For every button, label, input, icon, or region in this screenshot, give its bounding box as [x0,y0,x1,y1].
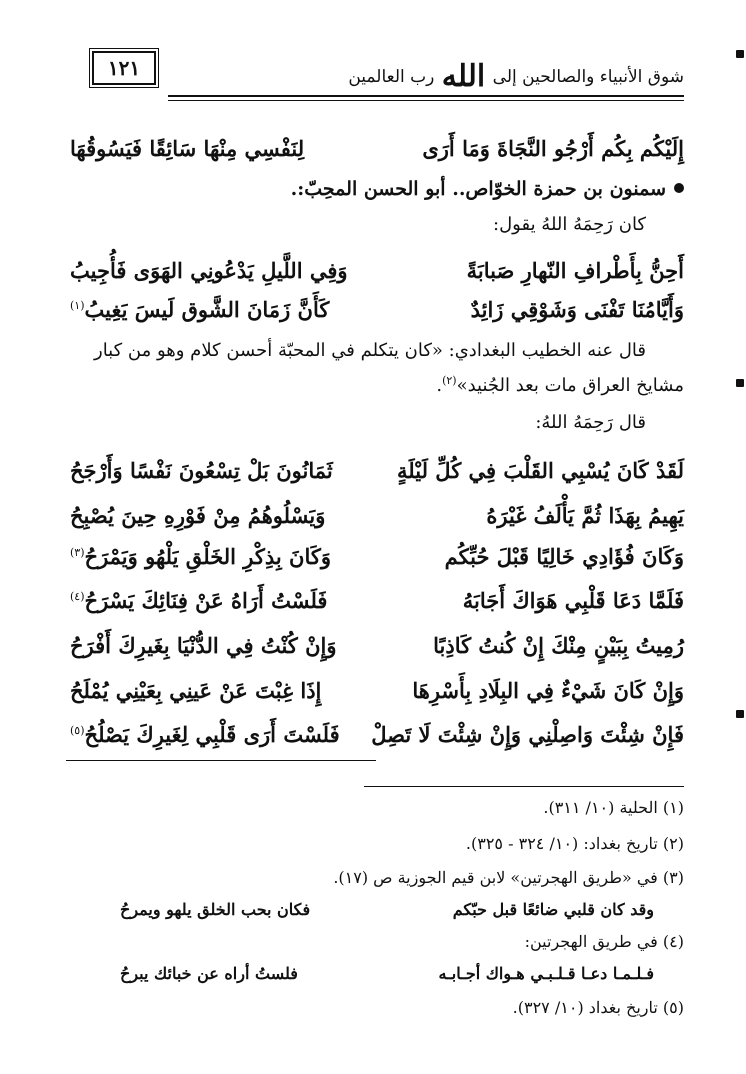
verse-left-hemistich: وَيَسْلُوهُمُ مِنْ فَوْرِهِ حِينَ يُصْبِحُ [70,503,326,528]
poem-verse [70,503,684,528]
verse-right-hemistich: فَإِنْ شِئْتَ وَاصِلْنِي وَإِنْ شِئْتَ لَا تَصِلْ [371,722,684,747]
poem-verse [70,544,684,569]
verse-left-hemistich: إِذَا غِبْتَ عَنْ عَينِي بِعَيْنِي يُمْلَحُ [70,678,322,703]
footnote: (٣) في «طريق الهجرتين» لابن قيم الجوزية ص (١٧). [333,868,684,887]
poem-verse [70,588,684,613]
verse-left-hemistich [70,722,340,747]
verse-left-hemistich: وَفِي اللَّيلِ يَدْعُونِي الهَوَى فَأُجِيبُ [70,258,348,283]
poem-verse [70,633,684,658]
verse-left-hemistich: وَإِنْ كُنْتُ فِي الدُّنْيَا بِغَيرِكَ أَفْرَحُ [70,633,337,658]
running-title-end: رب العالمين [348,67,435,87]
page-number: ١٢١ [92,51,156,85]
page-edge-mark-bottom [736,710,744,718]
verse-left-hemistich [70,297,329,322]
footnote-ref: (٥) [70,724,85,737]
intro-line: كان رَحِمَهُ اللهُ يقول: [493,214,646,235]
running-title [348,59,684,94]
quote-line: مشايخ العراق مات بعد الجُنيد»$^{(٢)}$. [436,374,684,396]
poem-verse [70,458,684,483]
footnote: (٤) في طريق الهجرتين: [524,932,684,951]
verse-left-hemistich [70,588,327,613]
footnote-separator [364,786,684,787]
verse-left-hemistich: لِنَفْسِي مِنْهَا سَائِقًا فَيَسُوقُهَا [70,136,305,161]
header-rule [168,95,684,97]
bullet-icon [674,183,684,193]
verse-left-hemistich: فكان بحب الخلق يلهو ويمرحُ [120,900,311,919]
footnote: (٢) تاريخ بغداد: (١٠/ ٣٢٤ - ٣٢٥). [465,834,684,853]
footnote-ref: (٢) [442,374,457,387]
verse-left-hemistich: فلستُ أراه عن خبائك يبرحُ [120,964,298,983]
verse-right-hemistich: لَقَدْ كَانَ يُسْبِي القَلْبَ فِي كُلِّ لَيْلَةٍ [397,458,684,483]
poem-verse [70,722,684,747]
quote-line: قال عنه الخطيب البغدادي: «كان يتكلم في المحبّة أحسن كلام وهو من كبار [94,340,646,361]
verse-left-text: فَلَسْتَ أَرَى قَلْبِي لِغَيرِكَ يَصْلُحُ [84,722,340,747]
footnote-verse [120,900,654,919]
intro-line: قال رَحِمَهُ اللهُ: [535,412,646,433]
biography-text: سمنون بن حمزة الخوّاص.. أبو الحسن المحِبّ:. [290,178,666,200]
verse-right-hemistich: وَإِنْ كَانَ شَيْءٌ فِي البِلَادِ بِأَسْرِهَا [412,678,684,703]
biography-heading [60,178,684,200]
footnote: (٥) تاريخ بغداد (١٠/ ٣٢٧). [512,998,684,1017]
verse-left-text: كَأَنَّ زَمَانَ الشَّوق لَيسَ يَغِيبُ [84,297,330,322]
poem-verse [70,678,684,703]
footnote-ref: (١) [70,299,85,312]
footnote-ref: (٤) [70,590,85,603]
footnote: (١) الحلية (١٠/ ٣١١). [543,798,684,817]
verse-left-hemistich [70,544,331,569]
verse-left-text: وَكَانَ بِذِكْرِ الخَلْقِ يَلْهُو وَيَمْرَحُ [84,544,332,569]
verse-left-hemistich: ثَمَانُونَ بَلْ تِسْعُونَ نَفْسًا وَأَرْجَحُ [70,458,333,483]
verse-right-hemistich: وَكَانَ فُؤَادِي خَالِيًا قَبْلَ حُبِّكُم [444,544,684,569]
allah-calligraphy: الله [441,59,486,94]
header-rule-thin [168,100,684,101]
verse-right-hemistich: وقد كان قلبي ضائعًا قبل حبّكم [452,900,654,919]
verse-right-hemistich: أَحِنُّ بِأَطْرافِ النّهارِ صَبابَةً [466,258,684,283]
verse-right-hemistich: يَهِيمُ بِهَذَا ثُمَّ يَأْلَفُ غَيْرَهُ [486,503,684,528]
poem-underline [66,760,376,761]
footnote-ref: (٣) [70,546,85,559]
quote-text: مشايخ العراق مات بعد الجُنيد» [456,375,684,396]
verse-right-hemistich: فـلـمـا دعـا قـلـبـي هـواك أجـابـه [438,964,654,983]
verse-line [70,136,684,161]
running-header [92,45,684,97]
verse-right-hemistich: وَأَيَّامُنَا تَفْنَى وَشَوْقِي زَائِدٌ [470,297,684,322]
page-edge-mark-middle [736,379,744,387]
verse-right-hemistich: فَلَمَّا دَعَا قَلْبِي هَوَاكَ أَجَابَهُ [462,588,684,613]
page-edge-mark-top [736,50,744,58]
footnote-verse [120,964,654,983]
verse-line [70,258,684,283]
verse-right-hemistich: رُمِيتُ بِبَيْنٍ مِنْكَ إِنْ كُنتُ كَاذِبًا [433,633,684,658]
verse-right-hemistich: إِلَيْكُم بِكُم أَرْجُو النَّجَاةَ وَمَا أَرَى [422,136,684,161]
verse-left-text: فَلَسْتُ أَرَاهُ عَنْ فِنَائِكَ يَسْرَحُ [84,588,328,613]
verse-line [70,297,684,322]
running-title-start: شوق الأنبياء والصالحين إلى [492,67,684,87]
